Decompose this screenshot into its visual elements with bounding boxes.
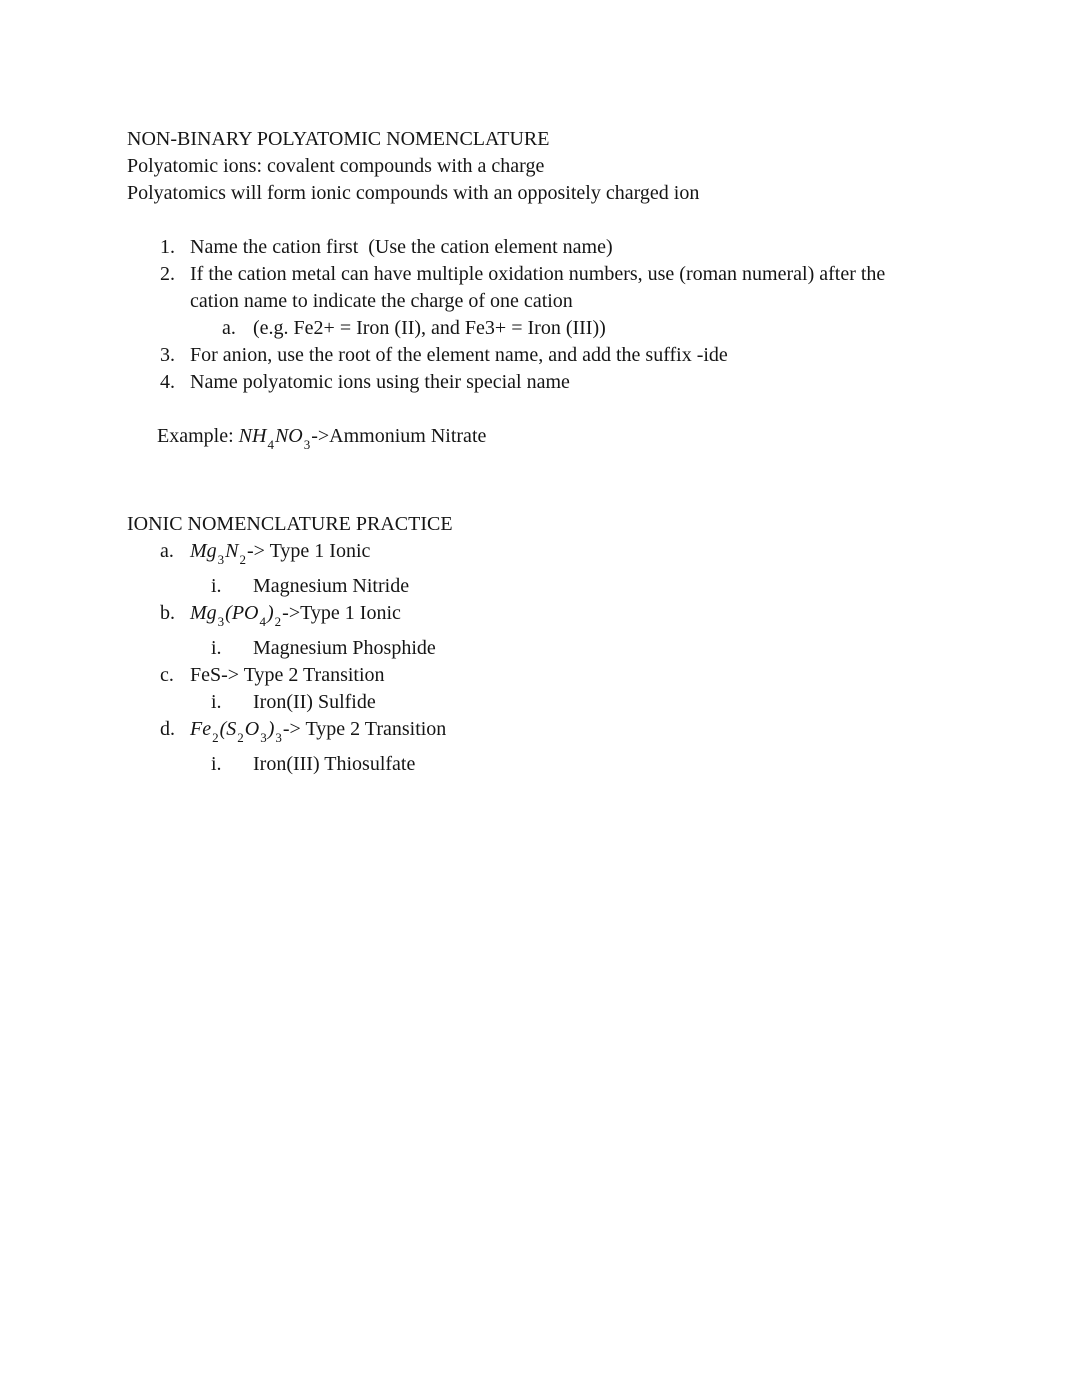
rule-marker: 2.	[160, 263, 175, 285]
rule-marker: 1.	[160, 236, 175, 258]
practice-marker: d.	[160, 718, 175, 740]
rule-marker: 3.	[160, 344, 175, 366]
practice-answer-c	[127, 689, 933, 716]
rule-text: Name the cation first (Use the cation element name)	[190, 236, 613, 258]
rule-item-2	[127, 261, 933, 315]
rule-sub-text: (e.g. Fe2+ = Iron (II), and Fe3+ = Iron (III))	[253, 317, 606, 339]
answer-marker: i.	[211, 691, 222, 713]
answer-text: Iron(III) Thiosulfate	[253, 753, 416, 775]
practice-marker: b.	[160, 602, 175, 624]
rule-text: For anion, use the root of the element name, and add the suffix -ide	[190, 344, 728, 366]
practice-item-d	[127, 716, 933, 751]
answer-marker: i.	[211, 575, 222, 597]
example-suffix: ->Ammonium Nitrate	[311, 425, 487, 447]
practice-formula: $Mg_3N_2$	[190, 540, 247, 567]
answer-marker: i.	[211, 753, 222, 775]
practice-suffix: -> Type 2 Transition	[282, 718, 447, 740]
rule-item-4	[127, 369, 933, 396]
example-line	[127, 396, 933, 485]
intro-line-2: Polyatomics will form ionic compounds with an oppositely charged ion	[127, 182, 700, 204]
practice-marker: c.	[160, 664, 174, 686]
practice-answer-b	[127, 635, 933, 662]
rule-subitem-a	[127, 315, 933, 342]
practice-answer-d	[127, 751, 933, 778]
answer-marker: i.	[211, 637, 222, 659]
rule-item-3	[127, 342, 933, 369]
rule-text: Name polyatomic ions using their special name	[190, 371, 570, 393]
practice-suffix: ->Type 1 Ionic	[282, 602, 401, 624]
answer-text: Magnesium Phosphide	[253, 637, 436, 659]
practice-answer-a	[127, 573, 933, 600]
section1-heading: NON-BINARY POLYATOMIC NOMENCLATURE	[127, 128, 550, 150]
rule-text: If the cation metal can have multiple oxidation numbers, use (roman numeral) after the cation name to indicate the charge of one cation	[190, 263, 891, 312]
practice-text: FeS-> Type 2 Transition	[190, 664, 385, 686]
practice-item-b	[127, 600, 933, 635]
practice-marker: a.	[160, 540, 174, 562]
section2-heading: IONIC NOMENCLATURE PRACTICE	[127, 513, 453, 535]
example-prefix: Example:	[157, 425, 239, 447]
intro-line-1: Polyatomic ions: covalent compounds with a charge	[127, 155, 545, 177]
document-content	[127, 126, 933, 778]
practice-item-a	[127, 538, 933, 573]
practice-suffix: -> Type 1 Ionic	[247, 540, 371, 562]
practice-item-c	[127, 662, 933, 689]
practice-formula: $Fe_2(S_2O_3)_3$	[190, 718, 282, 745]
answer-text: Magnesium Nitride	[253, 575, 410, 597]
answer-text: Iron(II) Sulfide	[253, 691, 376, 713]
example-formula: $NH_4NO_3$	[238, 425, 311, 452]
rule-item-1	[127, 234, 933, 261]
rule-sub-marker: a.	[222, 317, 236, 339]
practice-formula: $Mg_3(PO_4)_2$	[190, 602, 282, 629]
rule-marker: 4.	[160, 371, 175, 393]
